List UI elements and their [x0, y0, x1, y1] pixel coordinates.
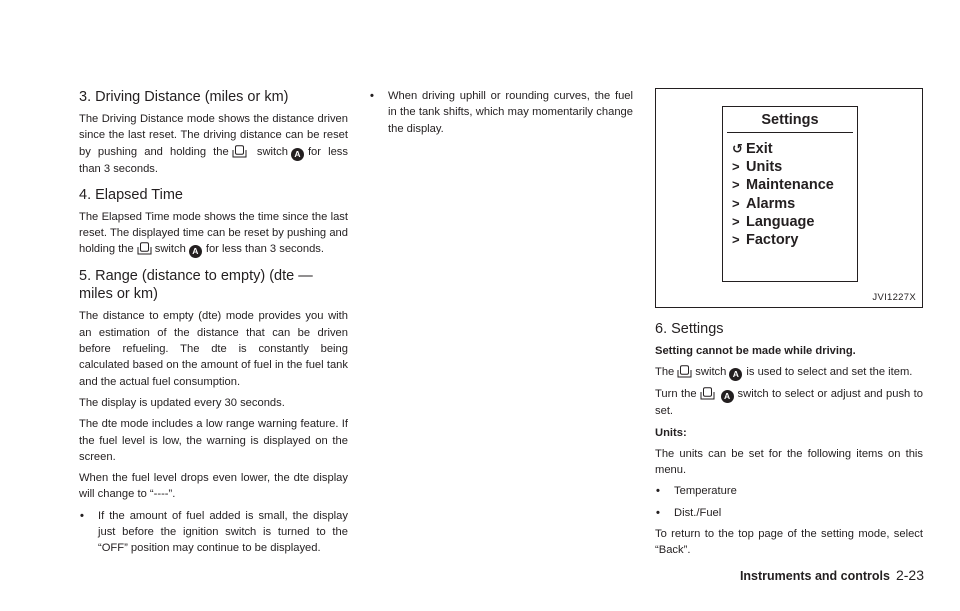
figure-code: JVI1227X: [872, 292, 916, 303]
chevron-right-icon: >: [732, 195, 740, 211]
page-footer: [734, 567, 924, 583]
chevron-right-icon: >: [732, 177, 740, 193]
menu-item-label: Exit: [746, 141, 773, 157]
menu-item-units: [732, 158, 834, 176]
list-item: • Dist./Fuel: [655, 505, 923, 521]
menu-item-language: [732, 213, 834, 231]
paragraph-driving-distance: The Driving Distance mode shows the distance driven since the last reset. The driving distance can be reset by pushing and holding the switch A for less than 3 seconds.: [79, 113, 348, 175]
paragraph-range-2: The display is updated every 30 seconds.: [79, 396, 285, 409]
screen-title: Settings: [761, 112, 819, 128]
steering-switch-icon: [232, 145, 247, 158]
menu-item-maintenance: [732, 176, 834, 194]
footer-title: Instruments and controls: [739, 569, 890, 583]
settings-warning: Setting cannot be made while driving.: [655, 345, 856, 357]
chevron-right-icon: >: [732, 232, 740, 248]
chevron-right-icon: >: [732, 159, 740, 175]
back-arrow-icon: ↺: [732, 141, 743, 156]
bullet-dot: •: [656, 506, 660, 519]
menu-item-label: Alarms: [746, 195, 796, 212]
list-item: • When driving uphill or rounding curves, the fuel in the tank shifts, which may momentarily change the display.: [369, 88, 633, 137]
menu-item-label: Language: [746, 213, 815, 230]
settings-menu: [732, 140, 834, 249]
column-right: [655, 88, 923, 564]
menu-item-alarms: [732, 195, 834, 213]
circle-a-icon: A: [291, 148, 304, 161]
paragraph-settings-4: To return to the top page of the setting mode, select “Back”.: [655, 528, 923, 557]
bullet-dot: •: [656, 485, 660, 498]
list-item: • If the amount of fuel added is small, the display just before the ignition switch is turned to the “OFF” position may continue to be displayed.: [79, 508, 348, 557]
settings-screen: [722, 106, 858, 282]
column-middle: [369, 88, 633, 142]
paragraph-range-1: The distance to empty (dte) mode provides you with an estimation of the distance that can be driven before refueling. The dte is constantly being calculated based on the amount of fuel in the fuel tank and the actual fuel consumption.: [79, 310, 348, 388]
chevron-right-icon: >: [732, 213, 740, 229]
paragraph-elapsed-time: The Elapsed Time mode shows the time since the last reset. The displayed time can be reset by pushing and holding the switch A for less than 3 seconds.: [79, 210, 348, 257]
list-item: • Temperature: [655, 483, 923, 499]
menu-item-label: Maintenance: [746, 177, 834, 194]
menu-item-factory: [732, 231, 834, 249]
menu-item-label: Factory: [746, 232, 799, 249]
page-number: 2-23: [895, 567, 924, 583]
steering-switch-icon: [700, 387, 715, 400]
bullet-dot: •: [80, 509, 84, 522]
circle-a-icon: A: [721, 390, 734, 403]
menu-item-label: Units: [746, 159, 783, 176]
units-label: Units:: [655, 426, 687, 439]
circle-a-icon: A: [729, 368, 742, 381]
heading-range: 5. Range (distance to empty) (dte — miles or km): [79, 268, 313, 303]
steering-switch-icon: [677, 365, 692, 378]
circle-a-icon: A: [189, 245, 202, 258]
menu-item-exit: [732, 140, 834, 158]
paragraph-settings-1: The switch A is used to select and set the item.: [655, 366, 913, 380]
steering-switch-icon: [137, 242, 152, 255]
paragraph-settings-2: Turn the A switch to select or adjust and push to set.: [655, 388, 924, 418]
paragraph-range-3: The dte mode includes a low range warning feature. If the fuel level is low, the warning is displayed on the screen.: [79, 418, 348, 463]
heading-settings: 6. Settings: [655, 321, 724, 337]
screen-divider: [727, 132, 853, 133]
column-left: [79, 88, 348, 562]
heading-elapsed-time: 4. Elapsed Time: [79, 186, 183, 203]
paragraph-settings-3: The units can be set for the following items on this menu.: [655, 447, 923, 477]
bullet-dot: •: [370, 90, 374, 102]
paragraph-range-4: When the fuel level drops even lower, the dte display will change to “----”.: [79, 472, 348, 501]
heading-driving-distance: 3. Driving Distance (miles or km): [79, 89, 289, 105]
settings-figure: [655, 88, 923, 308]
